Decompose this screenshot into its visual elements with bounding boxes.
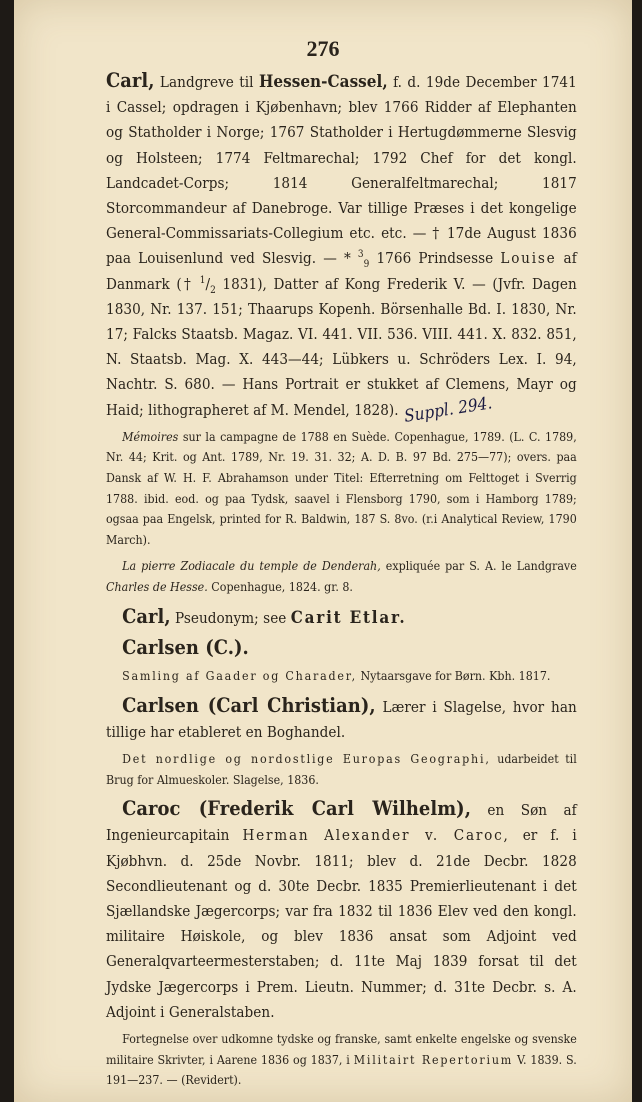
entry-headword: Carl,	[106, 68, 155, 92]
pierre-zodiacale-reference: La pierre Zodiacale du temple de Denderah, expliquée par S. A. le Landgrave Charles de Hesse. Copenhague, 1824. gr. 8.	[106, 558, 577, 594]
entry-carl-hessen-cassel: Carl, Landgreve til Hessen-Cassel, f. d. 19de December 1741 i Cassel; opdragen i Kjøbenhavn; blev 1766 Ridder af Elephanten og Statholder i Norge; 1767 Statholder i Hertugdømmerne Slesvig og Holsteen; 1774 Feltmarechal; 1792 Chef for det kongl. Landcadet-Corps; 1814 Generalfeltmarechal; 1817 Storcommandeur af Danebroge. Var tillige Præses i det kongelige General-Commissariats-Collegium etc. etc. — † 17de August 1836 paa Louisenlund ved Slesvig. — * $^3_9$ 1766 Prindsesse Louise af Danmark († $^1/_2$ 1831), Datter af Kong Frederik V. — (Jvfr. Dagen 1830, Nr. 137. 151; Thaarups Kopenh. Börsenhalle Bd. I. 1830, Nr. 17; Falcks Staatsb. Magaz. VI. 441. VII. 536. VIII. 441. X. 832. 851, N. Staatsb. Mag. X. 443—44; Lübkers u. Schröders Lex. I. 94, Nachtr. S. 680. — Hans Portrait er stukket af Clemens, Mayr og Haid; lithographeret af M. Mendel, 1828). Suppl. 294.	[106, 68, 577, 423]
handwritten-note: Suppl. 294.	[403, 392, 494, 427]
work-title: Militairt Repertorium	[353, 1051, 514, 1067]
entry-carlsen-carl-christian: Carlsen (Carl Christian), Lærer i Slagelse, hvor han tillige har etableret en Boghandel.	[106, 692, 577, 741]
entry-caroc: Caroc (Frederik Carl Wilhelm), en Søn af Ingenieurcapitain Herman Alexander v. Caroc, er f. i Kjøbhvn. d. 25de Novbr. 1811; blev d. 21de Decbr. 1828 Secondlieutenant og d. 30te Decbr. 1835 Premierlieutenant i det Sjællandske Jægercorps; var fra 1832 til 1836 Elev ved den kongl. militaire Høiskole, og blev 1836 ansat som Adjoint ved Generalqvarteermesterstaben; d. 11te Maj 1839 forsat til det Jydske Jægercorps i Prem. Lieutn. Nummer; d. 31te Decbr. s. A. Adjoint i Generalstaben.	[106, 796, 577, 1021]
entry-headword: Caroc (Frederik Carl Wilhelm),	[122, 796, 471, 821]
entry-carlsen-c	[106, 635, 577, 662]
work-title: Det nordlige og nordostlige Europas Geographi,	[122, 751, 491, 766]
entry-headword: Carl,	[122, 603, 171, 628]
entry-headword: Carlsen (C.).	[122, 634, 249, 659]
book-page	[14, 0, 632, 1102]
memoires-reference: Mémoires sur la campagne de 1788 en Suède. Copenhague, 1789. (L. C. 1789, Nr. 44; Krit. og Ant. 1789, Nr. 19. 31. 32; A. D. B. 97 Bd. 275—77); overs. paa Dansk af W. H. F. Abrahamson under Titel: Efterretning om Felttoget i Sverrig 1788. ibid. eod. og paa Tydsk, saavel i Flensborg 1790, som i Hamborg 1789; ogsaa paa Engelsk, printed for R. Baldwin, 187 S. 8vo. (r.i Analytical Review, 1790 March).	[106, 428, 577, 547]
carlsen-c-work: Samling af Gaader og Charader, Nytaarsgave for Børn. Kbh. 1817.	[122, 668, 551, 683]
cross-reference: Carit Etlar.	[290, 607, 407, 628]
page-number: 276	[306, 36, 340, 61]
place-name: Hessen-Cassel,	[258, 72, 388, 92]
father-name: Herman Alexander v. Caroc,	[242, 826, 510, 845]
spouse-name: Louise	[500, 249, 557, 268]
page-text	[106, 68, 577, 1091]
carlsen-cc-work: Det nordlige og nordostlige Europas Geographi, udarbeidet til Brug for Almueskoler. Slagelse, 1836.	[106, 751, 577, 787]
caroc-work: Fortegnelse over udkomne tydske og franske, samt enkelte engelske og svenske militaire Skrivter, i Aarene 1836 og 1837, i Militairt Repertorium V. 1839. S. 191—237. — (Revidert).	[106, 1031, 577, 1088]
entry-carl-pseudonym: Carl, Pseudonym; see Carit Etlar.	[122, 603, 407, 628]
entry-headword: Carlsen (Carl Christian),	[122, 692, 376, 717]
work-title: Samling af Gaader og Charader,	[122, 668, 357, 683]
